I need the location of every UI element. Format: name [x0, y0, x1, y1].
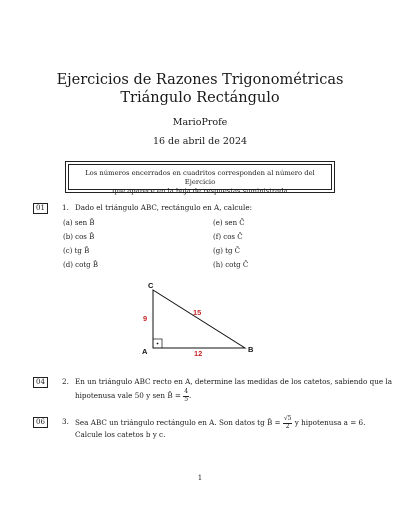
page-number: 1	[197, 474, 203, 482]
exercise-3-frac-den: 2	[285, 422, 290, 430]
side-ab-length: 12	[194, 349, 203, 358]
exercise-1-item-f: (f) cos Ĉ	[213, 233, 243, 241]
exercise-2-frac-num: 4	[184, 388, 189, 395]
exercise-2-frac-den: 5	[184, 395, 189, 403]
side-ac-length: 9	[143, 314, 148, 323]
exercise-3-text-line1-a: Sea ABC un triángulo rectángulo en A. Son datos tg B̂ =	[75, 418, 281, 427]
exercise-2-number: 2.	[62, 377, 69, 386]
triangle-shape	[153, 290, 245, 348]
exercise-3-fraction	[283, 416, 293, 430]
exercise-1-item-h: (h) cotg Ĉ	[213, 261, 249, 269]
exercise-1-text: Dado el triángulo ABC, rectángulo en A, calcule:	[75, 203, 253, 212]
document-title-line2: Triángulo Rectángulo	[120, 90, 280, 106]
right-triangle-diagram	[130, 278, 270, 362]
exercise-3-text-line1	[75, 416, 365, 430]
vertex-b-label: B	[248, 345, 254, 354]
exercise-2-text-line2-b: .	[189, 391, 192, 400]
vertex-c-label: C	[148, 281, 154, 290]
exercise-3-number: 3.	[62, 417, 69, 426]
author: MarioProfe	[172, 117, 228, 128]
exercise-1-item-a: (a) sen B̂	[63, 219, 95, 227]
right-angle-dot	[157, 343, 159, 345]
document-title-line1: Ejercicios de Razones Trigonométricas	[56, 72, 344, 88]
date: 16 de abril de 2024	[152, 136, 248, 147]
exercise-2-text-line1: En un triángulo ABC recto en A, determine las medidas de los catetos, sabiendo que la	[75, 377, 392, 386]
exercise-1-item-d: (d) cotg B̂	[63, 261, 98, 269]
side-bc-length: 15	[193, 308, 202, 317]
exercise-3-frac-num: √5	[283, 415, 292, 422]
instructions-note	[68, 164, 332, 195]
exercise-1-number: 1.	[62, 203, 69, 212]
note-line1: Los números encerrados en cuadritos corresponden al número del Ejercicio	[85, 169, 315, 186]
exercise-box-01: 01	[33, 203, 48, 214]
exercise-1-item-b: (b) cos B̂	[63, 233, 95, 241]
exercise-box-04: 04	[33, 377, 48, 388]
exercise-1-item-e: (e) sen Ĉ	[213, 219, 245, 227]
exercise-box-06: 06	[33, 417, 48, 428]
note-line2: que aparece en la hoja de respuestas suministrada	[112, 187, 288, 195]
exercise-1-item-g: (g) tg Ĉ	[213, 247, 241, 255]
exercise-1-item-c: (c) tg B̂	[63, 247, 90, 255]
exercise-3-text-line2: Calcule los catetos b y c.	[75, 430, 166, 439]
exercise-3-text-line1-b: y hipotenusa a = 6.	[294, 418, 366, 427]
exercise-2-text-line2-a: hipotenusa vale 50 y sen B̂ =	[75, 391, 181, 400]
exercise-2-text-line2	[75, 389, 191, 403]
vertex-a-label: A	[142, 347, 148, 356]
